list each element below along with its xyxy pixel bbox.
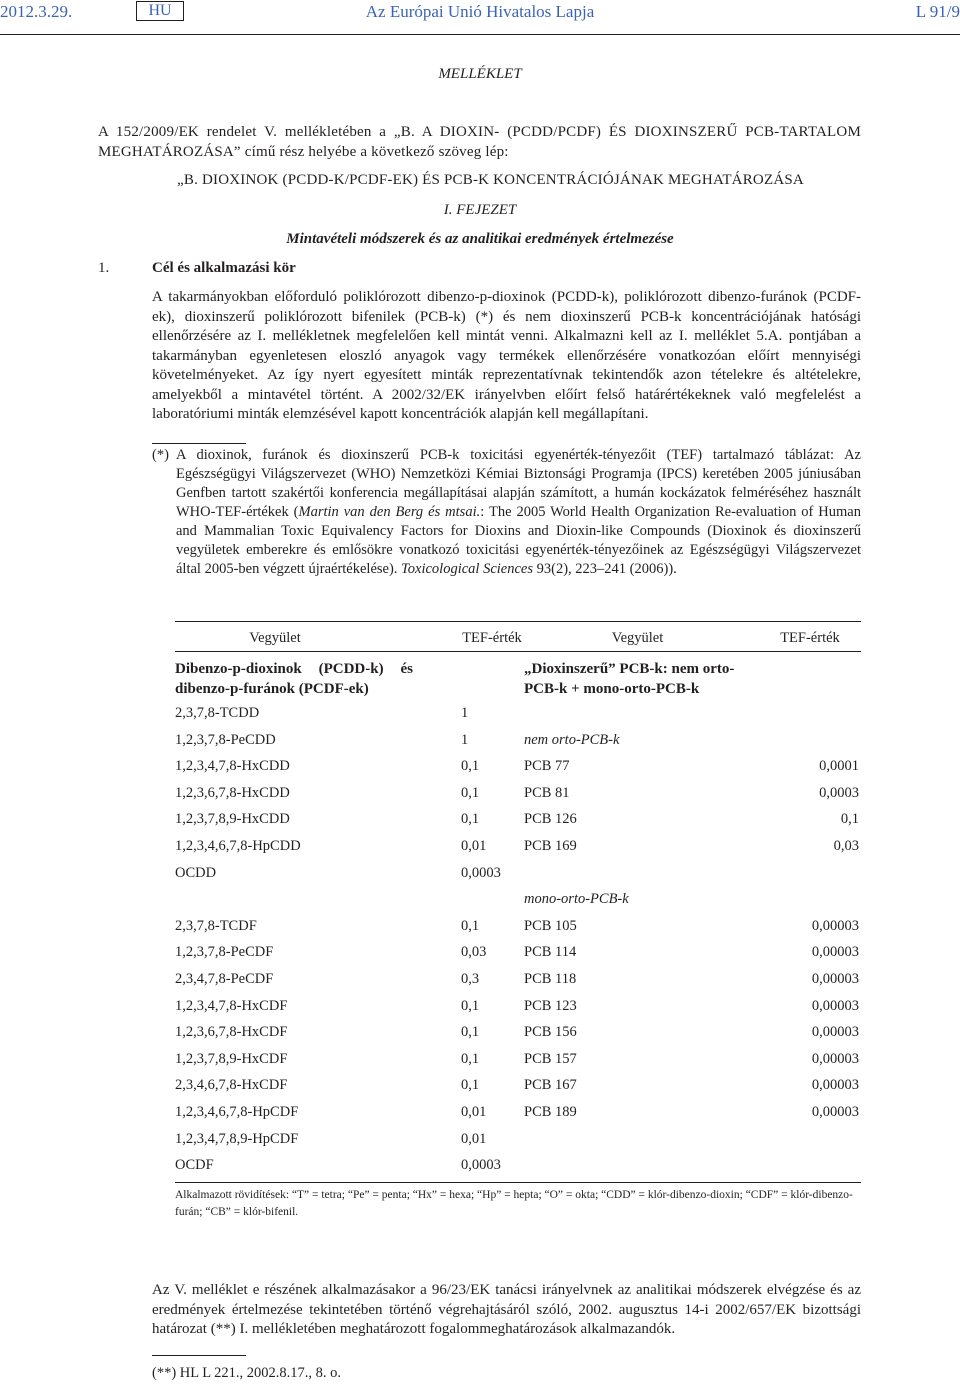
compound-name: 1,2,3,4,7,8-HxCDD: [175, 758, 290, 775]
table-top-rule: [175, 621, 861, 622]
compound-name: 2,3,7,8-TCDD: [175, 705, 260, 721]
compound-name: PCB 156: [524, 1024, 577, 1041]
footnote-journal: Toxicological Sciences: [401, 561, 533, 577]
tef-value: 0,1: [461, 811, 480, 828]
point-title: Cél és alkalmazási kör: [152, 260, 296, 276]
compound-name: 1,2,3,7,8,9-HxCDD: [175, 811, 290, 828]
tef-value: 0,1: [461, 917, 480, 934]
tef-value: 0,01: [461, 838, 487, 854]
compound-name: PCB 189: [524, 1104, 577, 1120]
tef-value: 0,0003: [819, 784, 859, 801]
tef-value: 0,1: [461, 1050, 480, 1067]
footnote-hl-reference: (**) HL L 221., 2002.8.17., 8. o.: [152, 1365, 342, 1381]
tef-value: 0,00003: [811, 1050, 859, 1067]
compound-name: PCB 126: [524, 811, 577, 828]
compound-name: PCB 123: [524, 997, 577, 1014]
scope-paragraph: A takarmányokban előforduló poliklórozott dibenzo-p-dioxinok (PCDD-k), poliklórozott dibenzo-furánok (PCDF-ek), dioxinszerű poliklórozott bifenilek (PCB-k) (*) és nem dioxinszerű PCB-k koncentrációjának hatósági ellenőrzésére az I. mellékletnek megfelelően kell mintát venni. Alkalmazni kell az I. melléklet 5.A. pontjában a takarmányban egyenletesen eloszló anyagok vagy termékek ellenőrzésére vonatkozóan előírt mennyiségi követelményeket. Az így nyert egyesített minták reprezentatívnak tekintendők azon tételekre és altételekre, amelyekből a mintavétel történt. A 2002/32/EK irányelvben előírt felső határértékeknek való megfelelést a laboratóriumi minták elemzésével kapott koncentrációk alapján kell megállapítani.: [152, 289, 861, 422]
journal-title: Az Európai Unió Hivatalos Lapja: [365, 2, 595, 21]
header-divider: [0, 34, 960, 35]
definitions-paragraph: Az V. melléklet e részének alkalmazásakor a 96/23/EK tanácsi irányelvnek az analitikai módszerek elvégzése és az eredmények értelmezése tekintetében történő végrehajtásáról szóló, 2002. augusztus 14-i 2002/657/EK bizottsági határozat (**) I. mellékletében meghatározott fogalommeghatározások alkalmazandók.: [152, 1282, 861, 1337]
compound-name: 1,2,3,7,8,9-HxCDF: [175, 1050, 288, 1067]
tef-value: 0,1: [461, 997, 480, 1014]
tef-value: 0,1: [461, 758, 480, 775]
tef-value: 0,00003: [811, 1024, 859, 1041]
compound-name: 2,3,4,7,8-PeCDF: [175, 971, 274, 987]
compound-name: PCB 118: [524, 971, 577, 987]
tef-value: 0,1: [461, 784, 480, 801]
compound-name: PCB 167: [524, 1077, 577, 1094]
column-header-tef: TEF-érték: [462, 630, 522, 646]
compound-name: 1,2,3,7,8-PeCDD: [175, 731, 276, 748]
compound-name: 2,3,7,8-TCDF: [175, 917, 257, 934]
footnote-text-part: A dioxinok, furánok és dioxinszerű PCB-k toxicitási egyenérték-tényezőit (TEF) tartalmazó táblázat: Az Egészségügyi Világszervezet (WHO) Nemzetközi Kémiai Biztonsági Programja (IPCS) keretében 2005 júniusában Genfben tartott szakértői konferencia megállapításai alapján számított, a humán kockázatok felméréséhez használt WHO-TEF-értékek (: [176, 447, 861, 520]
tef-value: 0,00003: [811, 997, 859, 1014]
tef-value: 1: [461, 705, 469, 721]
compound-name: 1,2,3,4,7,8,9-HpCDF: [175, 1130, 299, 1147]
footnote-authors: Martin van den Berg és mtsai.: [298, 504, 481, 520]
tef-value: 0,3: [461, 971, 480, 987]
compound-name: PCB 105: [524, 917, 577, 934]
compound-name: 1,2,3,6,7,8-HxCDF: [175, 1024, 288, 1041]
footnote-separator: [152, 443, 246, 444]
compound-name: 1,2,3,4,7,8-HxCDF: [175, 997, 288, 1014]
tef-value: 0,0001: [819, 758, 859, 775]
footnote-tef-text: [176, 446, 861, 579]
tef-value: 0,00003: [811, 944, 859, 961]
tef-value: 0,03: [461, 944, 487, 961]
footnote-marker: (*): [152, 447, 169, 463]
compound-name: PCB 81: [524, 784, 570, 801]
compound-name: PCB 77: [524, 758, 570, 775]
point-number: 1.: [98, 260, 110, 276]
footnote-separator: [152, 1355, 246, 1356]
tef-value: 0,00003: [811, 1077, 859, 1094]
compound-name: 1,2,3,7,8-PeCDF: [175, 944, 274, 961]
group-heading-pcbs: „Dioxinszerű” PCB-k: nem orto-PCB-k + mono-orto-PCB-k: [524, 661, 735, 697]
compound-name: OCDD: [175, 864, 217, 881]
tef-value: 0,01: [461, 1130, 487, 1147]
tef-value: 0,1: [461, 1024, 480, 1041]
language-code-badge: HU: [136, 1, 184, 21]
compound-name: 1,2,3,6,7,8-HxCDD: [175, 784, 290, 801]
tef-value: 0,1: [461, 1077, 480, 1094]
tef-value: 1: [461, 731, 469, 748]
compound-name: PCB 114: [524, 944, 577, 961]
publication-date: 2012.3.29.: [0, 2, 73, 21]
column-header-compound: Vegyület: [611, 630, 664, 646]
tef-value: 0,00003: [811, 917, 859, 934]
column-header-tef: TEF-érték: [780, 630, 840, 646]
intro-paragraph: A 152/2009/EK rendelet V. mellékletében a „B. A DIOXIN- (PCDD/PCDF) ÉS DIOXINSZERŰ PCB-TARTALOM MEGHATÁROZÁSA” című rész helyébe a következő szöveg lép:: [98, 124, 861, 160]
annex-title: MELLÉKLET: [438, 66, 522, 82]
pcb-subgroup-label: nem orto-PCB-k: [524, 731, 620, 748]
section-b-heading: „B. DIOXINOK (PCDD-K/PCDF-EK) ÉS PCB-K KONCENTRÁCIÓJÁNAK MEGHATÁROZÁSA: [177, 172, 804, 188]
chapter-number: I. FEJEZET: [443, 202, 517, 218]
tef-value: 0,03: [833, 838, 859, 854]
compound-name: 1,2,3,4,6,7,8-HpCDD: [175, 838, 301, 854]
group-heading-dioxins: Dibenzo-p-dioxinok (PCDD-k) és dibenzo-p-furánok (PCDF-ek): [175, 661, 413, 697]
tef-value: 0,00003: [811, 971, 859, 987]
column-header-compound: Vegyület: [249, 630, 301, 646]
compound-name: OCDF: [175, 1157, 214, 1174]
abbreviations-note: Alkalmazott rövidítések: “T” = tetra; “Pe” = penta; “Hx” = hexa; “Hp” = hepta; “O” = okta; “CDD” = klór-dibenzo-dioxin; “CDF” = klór-dibenzo-furán; “CB” = klór-bifenil.: [175, 1189, 853, 1218]
footnote-text-part: : The 2005 World Health Organization Re-evaluation of Human and Mammalian Toxic Equivalency Factors for Dioxins and Dioxin-like Compounds (Dioxinok és dioxinszerű vegyületek emberekre és emlősökre vonatkozó toxicitási egyenérték-tényezőinek az Egészségügyi Világszervezet által 2005-ben végzett újraértékelése).: [176, 504, 861, 577]
tef-value: 0,00003: [811, 1104, 859, 1120]
tef-value: 0,01: [461, 1104, 487, 1120]
compound-name: 2,3,4,6,7,8-HxCDF: [175, 1077, 288, 1094]
compound-name: PCB 169: [524, 838, 577, 854]
tef-value: 0,0003: [461, 864, 501, 881]
pcb-subgroup-label: mono-orto-PCB-k: [524, 891, 629, 908]
chapter-title: Mintavételi módszerek és az analitikai eredmények értelmezése: [286, 231, 674, 247]
tef-value: 0,0003: [461, 1157, 501, 1174]
table-header-rule: [175, 651, 861, 652]
compound-name: 1,2,3,4,6,7,8-HpCDF: [175, 1104, 299, 1120]
compound-name: PCB 157: [524, 1050, 577, 1067]
tef-value: 0,1: [840, 811, 859, 828]
footnote-text-part: 93(2), 223–241 (2006)).: [533, 561, 677, 577]
page-reference: L 91/9: [915, 2, 960, 21]
table-bottom-rule: [175, 1182, 861, 1183]
